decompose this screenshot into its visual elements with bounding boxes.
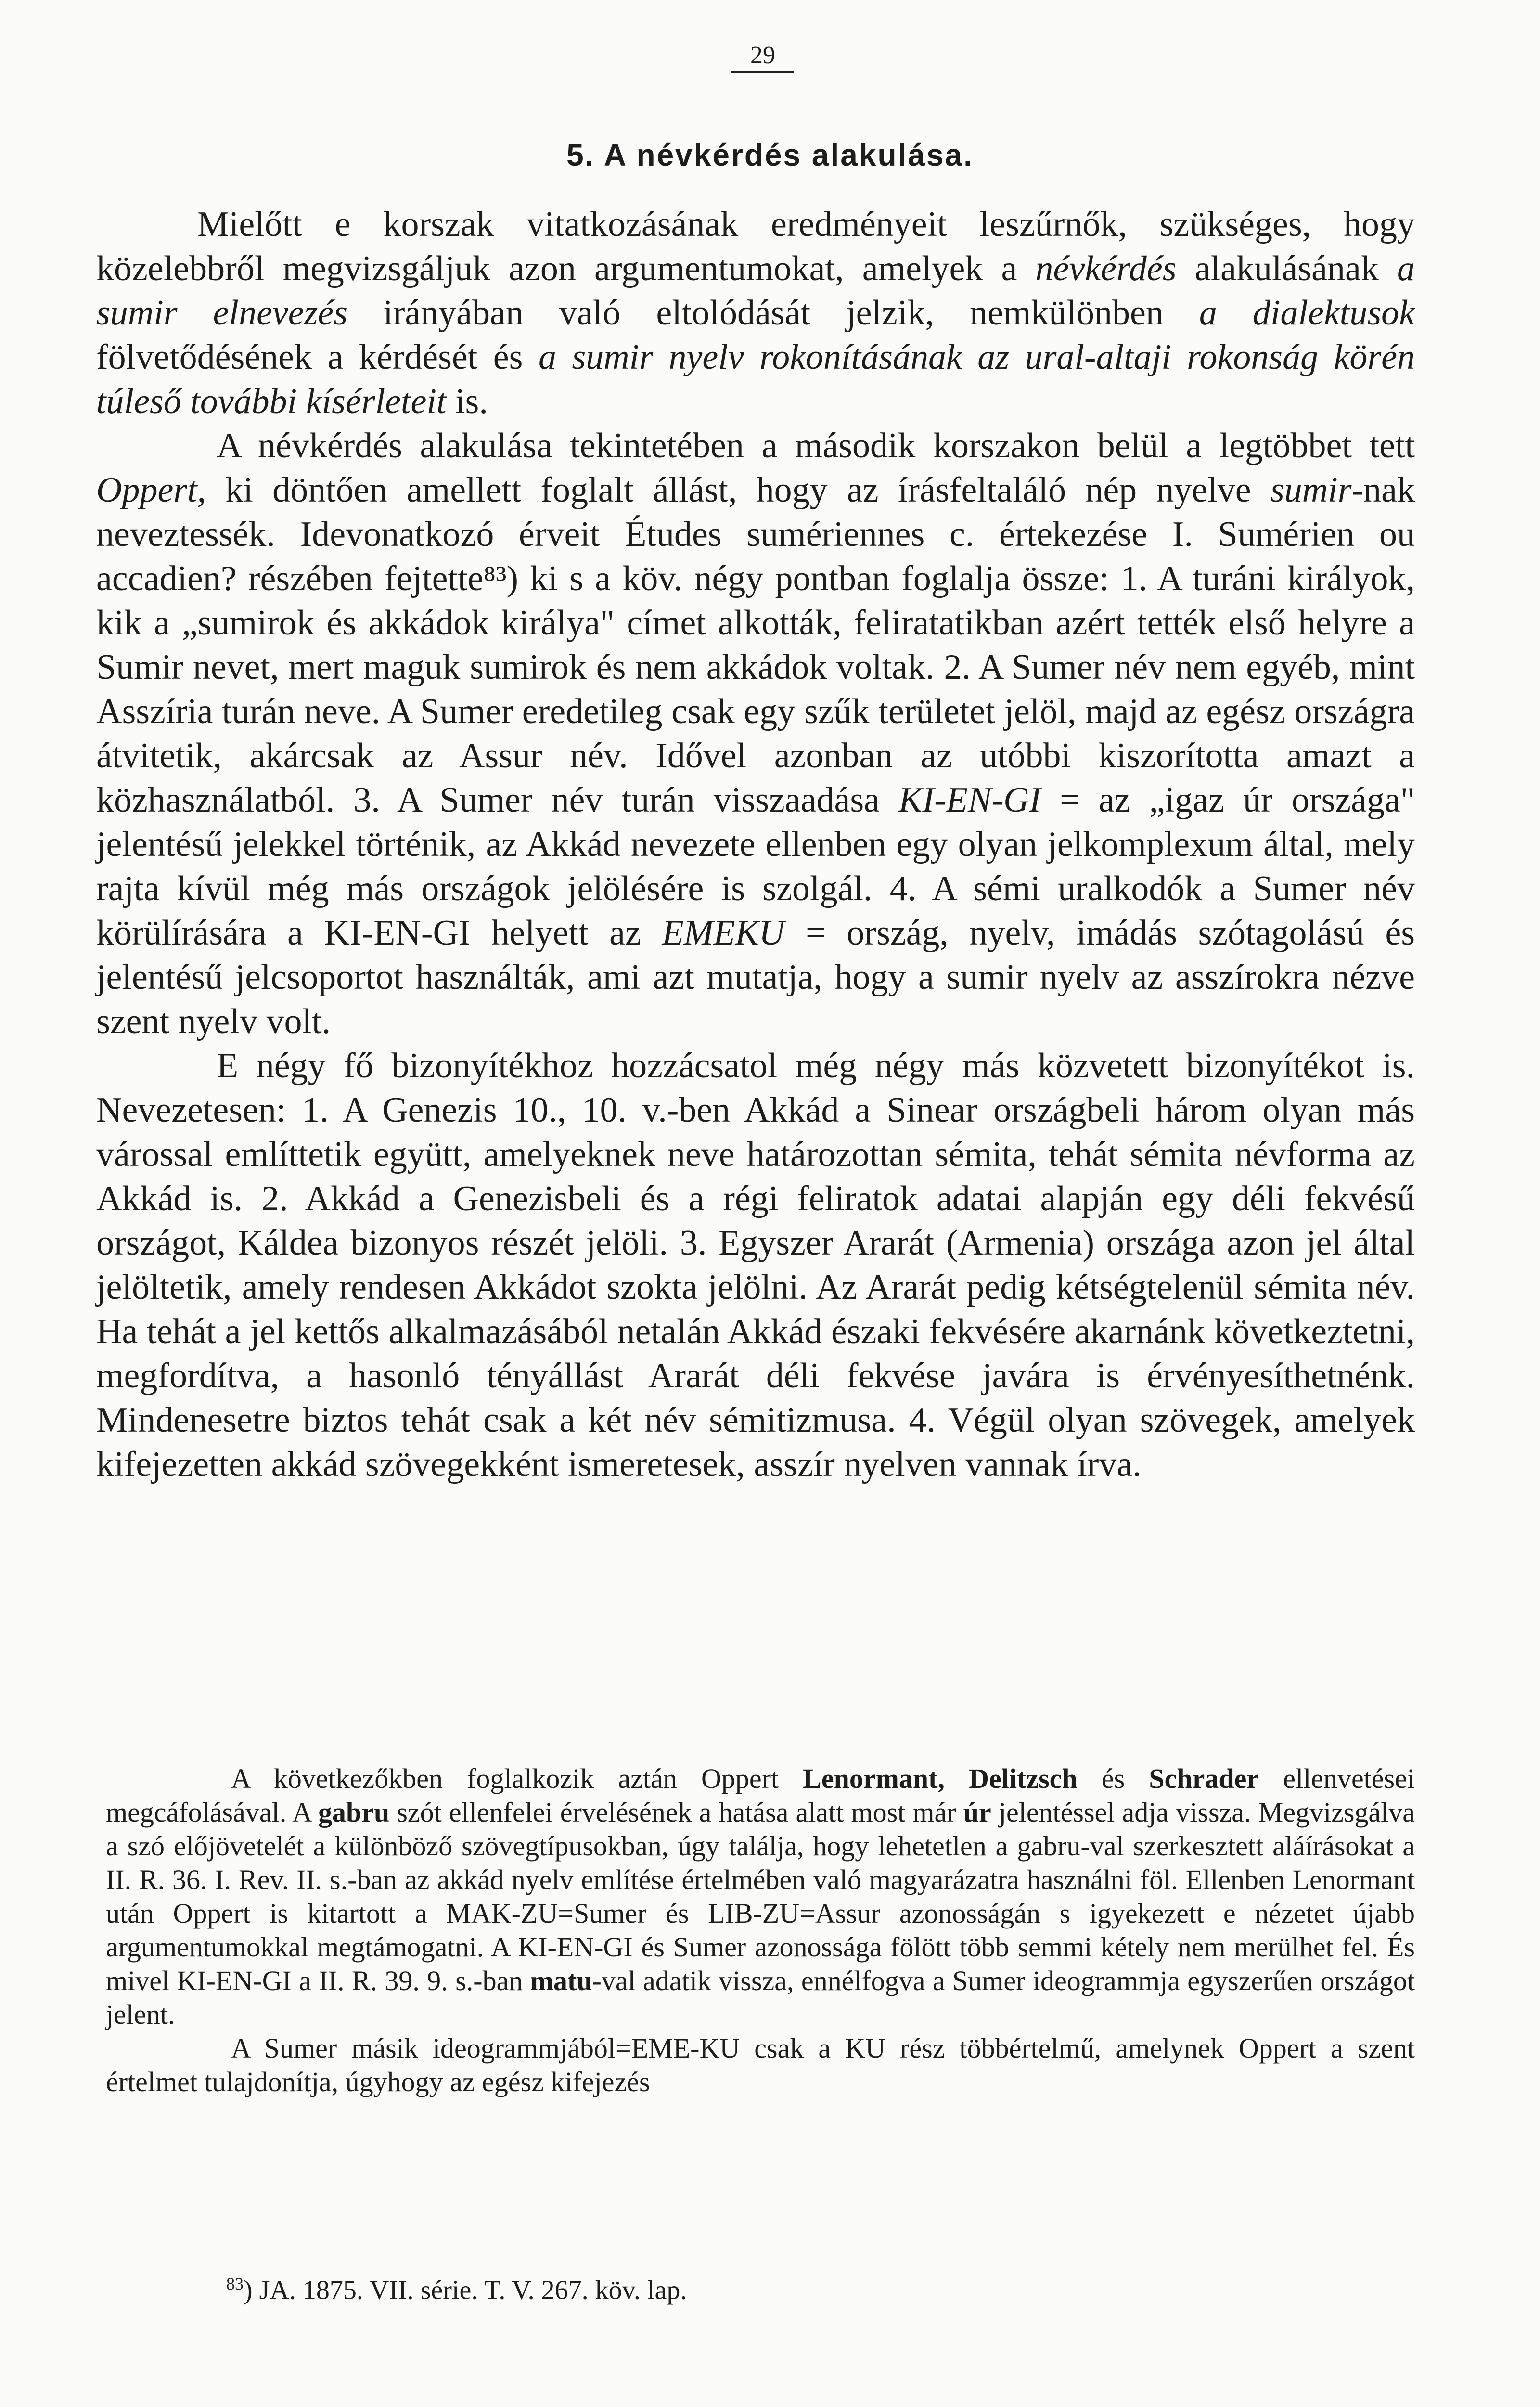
footnote-text: ) JA. 1875. VII. série. T. V. 267. köv. lap.	[244, 2275, 687, 2305]
text-segment: a dialektusok	[1199, 293, 1415, 333]
text-segment: E négy fő bizonyítékhoz hozzácsatol még négy más közvetett bizonyítékot is. Nevezetesen: 1. A Genezis 10., 10. v.-ben Akkád a Sinear országbeli három olyan más várossal említtetik együtt, amelyeknek neve határozottan sémita, tehát sémita névforma az Akkád is. 2. Akkád a Genezisbeli és a régi feliratok adatai alapján egy déli fekvésű országot, Káldea bizonyos részét jelöli. 3. Egyszer Ararát (Armenia) országa azon jel által jelöltetik, amely rendesen Akkádot szokta jelölni. Az Ararát pedig kétségtelenül sémita név. Ha tehát a jel kettős alkalmazásából netalán Akkád északi fekvésére akarnánk következtetni, megfordítva, a hasonló tényállást Ararát déli fekvése javára is érvényesíthetnénk. Mindenesetre biztos tehát csak a két név sémitizmusa. 4. Végül olyan szövegek, amelyek kifejezetten akkád szövegekként ismeretesek, asszír nyelven vannak írva.	[96, 1046, 1415, 1484]
text-segment: A névkérdés alakulása tekintetében a második korszakon belül a legtöbbet tett	[217, 426, 1415, 466]
text-segment: Lenormant, Delitzsch	[803, 1763, 1078, 1794]
text-segment: -nak neveztessék. Idevonatkozó érveit Études sumériennes c. értekezése I. Sumérien ou accadien? részében fejtette⁸³) ki s a köv. négy pontban foglalja össze: 1. A turáni királyok, kik a „sumirok és akkádok királya" címet alkották, feliratatikban azért tették első helyre a Sumir nevet, mert maguk sumirok és nem akkádok voltak. 2. A Sumer név nem egyéb, mint Asszíria turán neve. A Sumer eredetileg csak egy szűk területet jelöl, majd az egész országra átvitetik, akárcsak az Assur név. Idővel azonban az utóbbi kiszorította amazt a közhasználatból. 3. A Sumer név turán visszaadása	[96, 470, 1415, 820]
body-text	[96, 202, 1415, 1487]
text-segment: a sumir elnevezés	[96, 249, 1415, 333]
text-segment: = az „igaz úr országa" jelentésű jelekkel történik, az Akkád nevezete ellenben egy olyan jelkomplexum által, mely rajta kívül még más országok jelölésére is szolgál. 4. A sémi uralkodók a Sumer név körülírására a KI-EN-GI helyett az	[96, 780, 1415, 953]
text-segment: KI-EN-GI	[898, 780, 1041, 820]
text-segment: alakulásának	[1176, 249, 1398, 288]
footnote	[226, 2267, 1189, 2307]
notes-block	[106, 1762, 1415, 2099]
body-paragraph	[96, 424, 1415, 1044]
chapter-title: 5. A névkérdés alakulása.	[566, 138, 974, 172]
text-segment: irányában való eltolódását jelzik, nemkülönben	[347, 293, 1199, 333]
text-segment: jelentéssel adja vissza. Megvizsgálva a szó előjövetelét a különböző szövegtípusokban, úgy találja, hogy lehetetlen a gabru-val szerkesztett aláírásokat a II. R. 36. I. Rev. II. s.-ban az akkád nyelv említése értelmében való magyarázatra használni föl. Ellenben Lenormant után Oppert is kitartott a MAK-ZU=Sumer és LIB-ZU=Assur azonosságán s igyekezett e nézetet újabb argumentumokkal megtámogatni. A KI-EN-GI és Sumer azonossága fölött több semmi kétely nem merülhet fel. És mivel KI-EN-GI a II. R. 39. 9. s.-ban	[106, 1797, 1415, 1996]
text-segment: Schrader	[1149, 1763, 1259, 1794]
text-segment: EMEKU	[662, 913, 785, 953]
text-segment: ki döntően amellett foglalt állást, hogy az írásfeltaláló nép nyelve	[206, 470, 1270, 510]
text-segment: szót ellenfelei érvelésének a hatása alatt most már	[389, 1797, 963, 1828]
text-segment: Mielőtt e korszak vitatkozásának eredményeit leszűrnők, szükséges, hogy közelebbről megvizsgáljuk azon argumentumokat, amelyek a	[96, 205, 1415, 288]
text-segment: fölvetődésének a kérdését és	[96, 337, 539, 377]
text-segment: sumir	[1270, 470, 1352, 510]
text-segment: úr	[963, 1797, 991, 1828]
note-paragraph	[106, 1762, 1415, 2032]
text-segment: gabru	[318, 1797, 390, 1828]
text-segment: és	[1077, 1763, 1149, 1794]
text-segment: a sumir nyelv rokonításának az ural-altaji rokonság körén túleső további kísérleteit	[96, 337, 1415, 421]
text-segment: Oppert,	[96, 470, 206, 510]
body-paragraph	[96, 1044, 1415, 1487]
text-segment: A Sumer másik ideogrammjából=EME-KU csak a KU rész többértelmű, amelynek Oppert a szent értelmet tulajdonítja, úgyhogy az egész kifejezés	[106, 2032, 1415, 2097]
text-segment: ellenvetései megcáfolásával. A	[106, 1763, 1415, 1828]
text-segment: névkérdés	[1035, 249, 1177, 288]
page-number: 29	[732, 41, 794, 73]
text-segment: = ország, nyelv, imádás szótagolású és jelentésű jelcsoportot használták, ami azt mutatja, hogy a sumir nyelv az asszírokra nézve szent nyelv volt.	[96, 913, 1415, 1041]
text-segment: matu	[530, 1965, 592, 1996]
text-segment: A következőkben foglalkozik aztán Oppert	[231, 1763, 803, 1794]
text-segment: -val adatik vissza, ennélfogva a Sumer ideogrammja egyszerűen országot jelent.	[106, 1965, 1415, 2030]
note-paragraph	[106, 2032, 1415, 2099]
footnote-marker: 83	[226, 2274, 244, 2293]
text-segment: is.	[446, 382, 488, 421]
body-paragraph	[96, 202, 1415, 424]
